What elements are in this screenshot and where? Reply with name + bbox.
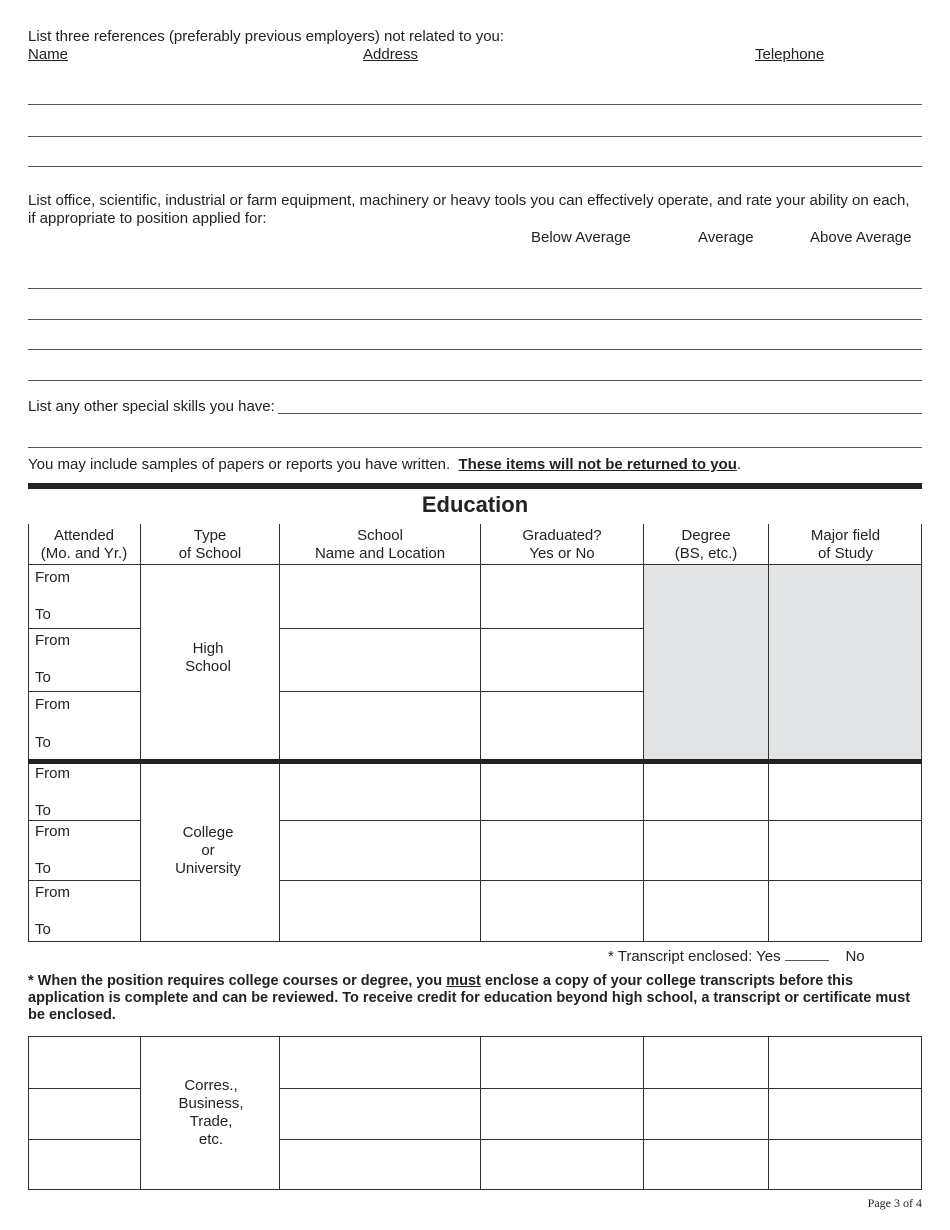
hs-row1-to: To [35, 606, 51, 623]
samples-period: . [736, 456, 742, 473]
header-graduated-line2: Yes or No [529, 545, 595, 562]
transcript-no-label: No [845, 948, 865, 965]
corres-grid-vline [28, 1036, 29, 1190]
samples-warning: These items will not be returned to you [458, 456, 737, 473]
corres-grid-vline [768, 1036, 769, 1190]
equipment-intro-line2: if appropriate to position applied for: [28, 210, 267, 227]
edu-grid-hline [28, 691, 140, 692]
references-telephone-header: Telephone [755, 46, 825, 63]
header-degree [644, 527, 768, 563]
edu-grid-hline [279, 880, 922, 881]
header-school [280, 527, 480, 563]
type-corres-line2: Business, [178, 1095, 244, 1112]
rating-average: Average [698, 229, 754, 246]
note-after: enclose a copy of your college transcripts before this application is complete and can be reviewed. To receive credit for education beyond high school, a transcript or certificate must be enclosed. [28, 973, 911, 1023]
note-before: * When the position requires college courses or degree, you [28, 973, 447, 989]
header-major [769, 527, 922, 563]
page-number: Page 3 of 4 [867, 1196, 922, 1210]
hs-row1-from: From [35, 569, 70, 586]
references-name-header: Name [28, 46, 69, 63]
type-corres [141, 1077, 281, 1149]
header-degree-line1: Degree [681, 527, 731, 544]
col-row3-from: From [35, 884, 70, 901]
corres-grid-hline [28, 1189, 922, 1190]
education-divider [28, 483, 922, 489]
header-type-line2: of School [178, 545, 242, 562]
header-attended-line2: (Mo. and Yr.) [40, 545, 128, 562]
corres-grid-hline [28, 1088, 140, 1089]
hs-row2-to: To [35, 669, 51, 686]
header-type [141, 527, 279, 563]
col-row1-from: From [35, 765, 70, 782]
reference-line-2[interactable] [28, 136, 922, 137]
hs-row2-from: From [35, 632, 70, 649]
corres-grid-hline [279, 1088, 922, 1089]
rating-above-average: Above Average [810, 229, 912, 246]
note-must: must [446, 973, 481, 989]
reference-line-1[interactable] [28, 104, 922, 105]
corres-grid-vline [921, 1036, 922, 1190]
edu-grid-hline [28, 880, 140, 881]
header-degree-line2: (BS, etc.) [674, 545, 738, 562]
header-school-line1: School [357, 527, 403, 544]
col-row2-from: From [35, 823, 70, 840]
equipment-line-3[interactable] [28, 349, 922, 350]
corres-grid-hline [28, 1036, 922, 1037]
edu-grid-hline [28, 820, 140, 821]
references-address-header: Address [363, 46, 419, 63]
transcript-yes-blank[interactable] [785, 948, 829, 961]
edu-grid-hline [279, 628, 643, 629]
corres-grid-vline [480, 1036, 481, 1190]
col-row1-to: To [35, 802, 51, 819]
edu-grid-hline [279, 691, 643, 692]
equipment-line-1[interactable] [28, 288, 922, 289]
header-major-line2: of Study [817, 545, 874, 562]
header-graduated [481, 527, 643, 563]
edu-grid-hline [279, 820, 922, 821]
header-graduated-line1: Graduated? [522, 527, 602, 544]
transcript-enclosed [608, 948, 865, 966]
hs-row3-to: To [35, 734, 51, 751]
header-major-line1: Major field [810, 527, 881, 544]
equipment-line-2[interactable] [28, 319, 922, 320]
high-school-college-divider [28, 759, 922, 764]
corres-grid-vline [643, 1036, 644, 1190]
type-college-line3: University [175, 860, 241, 877]
edu-grid-hline [28, 941, 922, 942]
hs-row3-from: From [35, 696, 70, 713]
college-transcript-note [28, 973, 924, 1024]
type-high-school-line1: High [192, 640, 224, 657]
rating-below-average: Below Average [531, 229, 631, 246]
edu-grid-vline [140, 524, 141, 942]
skills-label: List any other special skills you have: [28, 398, 278, 416]
skills-line-2[interactable] [28, 447, 922, 448]
type-corres-line4: etc. [198, 1131, 224, 1148]
transcript-label: * Transcript enclosed: Yes [608, 948, 781, 965]
corres-grid-hline [28, 1139, 140, 1140]
equipment-line-4[interactable] [28, 380, 922, 381]
header-attended-line1: Attended [53, 527, 115, 544]
education-title: Education [421, 492, 529, 517]
samples-note [28, 456, 741, 474]
header-type-line1: Type [193, 527, 227, 544]
col-row3-to: To [35, 921, 51, 938]
corres-grid-hline [279, 1139, 922, 1140]
type-corres-line3: Trade, [189, 1113, 233, 1130]
high-school-shaded-cells [644, 565, 922, 760]
type-college-line2: or [201, 842, 215, 859]
edu-grid-hline [28, 564, 922, 565]
reference-line-3[interactable] [28, 166, 922, 167]
header-school-line2: Name and Location [314, 545, 446, 562]
edu-grid-hline [28, 628, 140, 629]
header-attended [28, 527, 140, 563]
type-high-school-line2: School [185, 658, 231, 675]
type-college [141, 824, 275, 878]
type-high-school [141, 640, 275, 676]
references-intro: List three references (preferably previous employers) not related to you: [28, 28, 505, 45]
samples-text: You may include samples of papers or reports you have written. [28, 456, 451, 473]
equipment-intro-line1: List office, scientific, industrial or farm equipment, machinery or heavy tools you can effectively operate, and rate your ability on each, [28, 192, 910, 209]
type-college-line1: College [182, 824, 234, 841]
col-row2-to: To [35, 860, 51, 877]
type-corres-line1: Corres., [184, 1077, 238, 1094]
